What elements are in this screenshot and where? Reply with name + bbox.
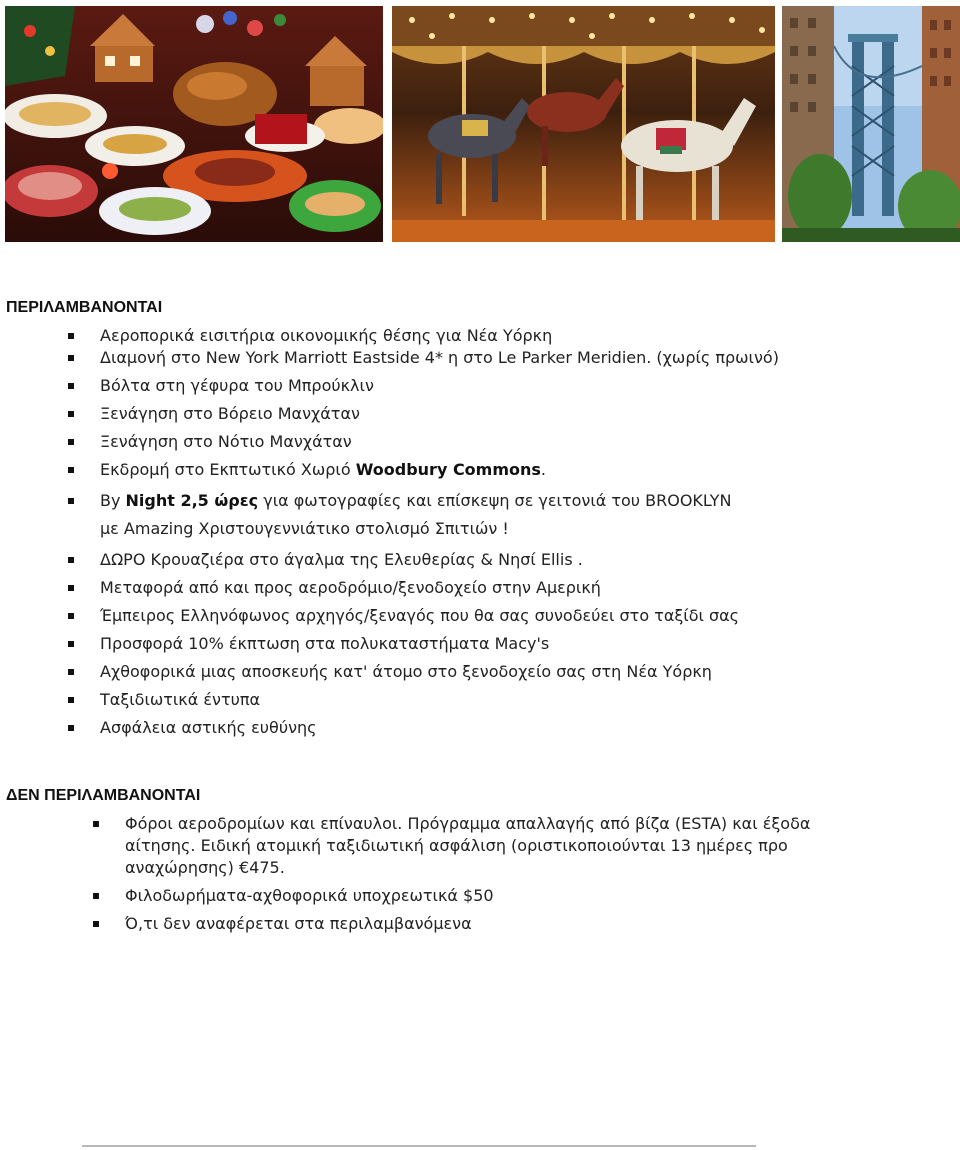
list-item: ΔΩΡΟ Κρουαζιέρα στο άγαλμα της Ελευθερίας & Νησί Ellis . xyxy=(68,549,838,571)
list-item: Έμπειρος Ελληνόφωνος αρχηγός/ξεναγός που θα σας συνοδεύει στο ταξίδι σας xyxy=(68,605,838,627)
bullet-square-icon xyxy=(68,557,74,563)
list-item: Ασφάλεια αστικής ευθύνης xyxy=(68,717,838,739)
list-item: Μεταφορά από και προς αεροδρόμιο/ξενοδοχείο στην Αμερική xyxy=(68,577,838,599)
list-item: Ξενάγηση στο Βόρειο Μανχάταν xyxy=(68,403,838,425)
festive-food-photo xyxy=(5,6,383,242)
included-list xyxy=(68,325,838,739)
list-item: Φιλοδωρήματα-αχθοφορικά υποχρεωτικά $50 xyxy=(93,885,838,907)
included-section-title: ΠΕΡΙΛΑΜΒΑΝΟΝΤΑΙ xyxy=(6,299,163,316)
carousel-photo xyxy=(392,6,775,242)
excluded-section-title: ΔΕΝ ΠΕΡΙΛΑΜΒΑΝΟΝΤΑΙ xyxy=(6,787,201,804)
list-item: Προσφορά 10% έκπτωση στα πολυκαταστήματα Macy's xyxy=(68,633,838,655)
list-item: Αχθοφορικά μιας αποσκευής κατ' άτομο στο ξενοδοχείο σας στη Νέα Υόρκη xyxy=(68,661,838,683)
bullet-square-icon xyxy=(68,641,74,647)
excluded-list xyxy=(93,813,838,935)
list-item: Αεροπορικά εισιτήρια οικονομικής θέσης για Νέα Υόρκη xyxy=(68,325,838,347)
list-item: Εκδρομή στο Εκπτωτικό Χωριό Woodbury Commons. xyxy=(68,459,838,481)
bullet-square-icon xyxy=(68,498,74,504)
bullet-square-icon xyxy=(68,467,74,473)
list-item: By Night 2,5 ώρες για φωτογραφίες και επίσκεψη σε γειτονιά του BROOKLYN με Amazing Χριστουγεννιάτικο στολισμό Σπιτιών ! xyxy=(68,487,838,543)
list-item: Φόροι αεροδρομίων και επίναυλοι. Πρόγραμμα απαλλαγής από βίζα (ESTA) και έξοδα αίτησης. Ειδική ατομική ταξιδιωτική ασφάλιση (οριστικοποιούνται 13 ημέρες προ αναχώρησης) €475. xyxy=(93,813,838,879)
bullet-square-icon xyxy=(68,613,74,619)
bullet-square-icon xyxy=(68,669,74,675)
bullet-square-icon xyxy=(93,821,99,827)
manhattan-bridge-photo xyxy=(782,6,960,242)
bullet-square-icon xyxy=(93,893,99,899)
bullet-square-icon xyxy=(68,411,74,417)
list-item: Βόλτα στη γέφυρα του Μπρούκλιν xyxy=(68,375,838,397)
bullet-square-icon xyxy=(68,725,74,731)
bullet-square-icon xyxy=(68,439,74,445)
bullet-square-icon xyxy=(68,383,74,389)
list-item: Διαμονή στο New York Marriott Eastside 4* η στο Le Parker Meridien. (χωρίς πρωινό) xyxy=(68,347,838,369)
bullet-square-icon xyxy=(68,355,74,361)
bullet-square-icon xyxy=(68,333,74,339)
bullet-square-icon xyxy=(68,585,74,591)
footer-divider xyxy=(82,1145,756,1147)
bullet-square-icon xyxy=(68,697,74,703)
bullet-square-icon xyxy=(93,921,99,927)
list-item: Ξενάγηση στο Νότιο Μανχάταν xyxy=(68,431,838,453)
list-item: Ό,τι δεν αναφέρεται στα περιλαμβανόμενα xyxy=(93,913,838,935)
list-item: Ταξιδιωτικά έντυπα xyxy=(68,689,838,711)
